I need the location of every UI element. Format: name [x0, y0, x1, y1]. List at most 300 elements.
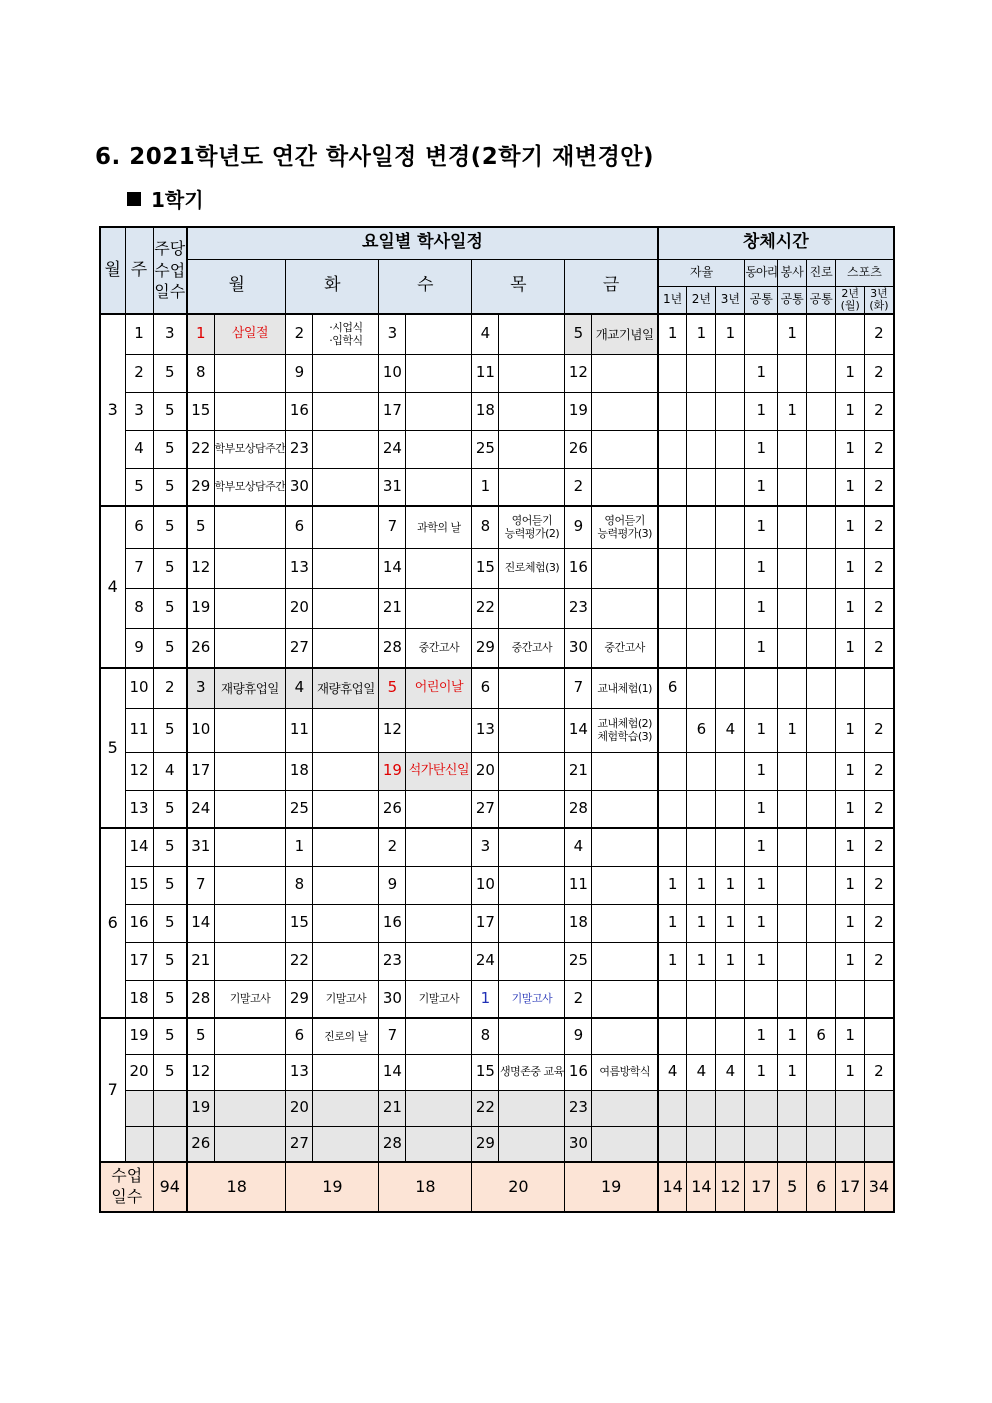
days-per-week: 5	[153, 392, 187, 430]
week-number: 11	[125, 708, 153, 752]
creative-hours	[807, 790, 836, 828]
day-event	[499, 588, 565, 628]
day-number: 29	[472, 1126, 499, 1162]
day-number: 18	[472, 392, 499, 430]
creative-hours: 1	[836, 752, 865, 790]
day-number: 28	[379, 628, 406, 668]
creative-hours: 1	[745, 866, 778, 904]
day-event	[592, 588, 658, 628]
creative-hours: 1	[778, 1018, 807, 1054]
week-row	[100, 1054, 894, 1090]
day-event: 여름방학식	[592, 1054, 658, 1090]
day-event	[499, 314, 565, 354]
day-event: 진로체험(3)	[499, 548, 565, 588]
creative-hours: 1	[658, 866, 687, 904]
day-event: 교내체험(1)	[592, 668, 658, 708]
days-per-week: 5	[153, 588, 187, 628]
creative-hours: 1	[745, 392, 778, 430]
day-event	[406, 314, 472, 354]
creative-hours: 4	[658, 1054, 687, 1090]
creative-hours: 1	[836, 1054, 865, 1090]
week-row	[100, 1126, 894, 1162]
creative-hours	[687, 790, 716, 828]
creative-hours: 1	[658, 942, 687, 980]
week-row	[100, 392, 894, 430]
creative-hours	[836, 1126, 865, 1162]
total-creative: 17	[836, 1162, 865, 1212]
creative-hours	[807, 506, 836, 548]
creative-hours	[778, 548, 807, 588]
week-row	[100, 980, 894, 1018]
creative-hours	[716, 392, 745, 430]
creative-hours: 1	[745, 1054, 778, 1090]
days-per-week	[153, 1126, 187, 1162]
creative-hours: 1	[745, 942, 778, 980]
creative-hours	[778, 980, 807, 1018]
creative-hours	[658, 1126, 687, 1162]
day-event	[214, 752, 286, 790]
day-event	[499, 354, 565, 392]
day-number: 18	[565, 904, 592, 942]
day-number: 28	[187, 980, 214, 1018]
days-per-week: 5	[153, 904, 187, 942]
total-tue: 19	[286, 1162, 379, 1212]
day-event	[214, 1018, 286, 1054]
creative-hours	[716, 354, 745, 392]
day-event	[406, 828, 472, 866]
days-per-week: 5	[153, 628, 187, 668]
week-row	[100, 548, 894, 588]
creative-hours	[658, 752, 687, 790]
day-event	[406, 392, 472, 430]
header-auto: 자율	[658, 259, 745, 286]
day-number: 20	[472, 752, 499, 790]
header-sub-2: 2년	[687, 286, 716, 314]
creative-hours: 1	[778, 1054, 807, 1090]
day-event	[592, 790, 658, 828]
creative-hours: 1	[778, 314, 807, 354]
day-event: 기말고사	[499, 980, 565, 1018]
day-event	[313, 790, 379, 828]
day-event	[214, 506, 286, 548]
total-thu: 20	[472, 1162, 565, 1212]
creative-hours: 2	[865, 790, 894, 828]
header-sub-3: 3년	[716, 286, 745, 314]
creative-hours: 1	[745, 904, 778, 942]
day-event	[313, 866, 379, 904]
day-event	[214, 790, 286, 828]
header-sub-4: 공통	[745, 286, 778, 314]
creative-hours: 1	[687, 904, 716, 942]
creative-hours	[658, 708, 687, 752]
days-per-week: 3	[153, 314, 187, 354]
week-row	[100, 752, 894, 790]
day-event	[592, 828, 658, 866]
day-event: 어린이날	[406, 668, 472, 708]
day-number: 27	[472, 790, 499, 828]
day-event	[313, 828, 379, 866]
day-event	[406, 1054, 472, 1090]
day-number: 30	[379, 980, 406, 1018]
month-cell: 4	[100, 506, 125, 668]
creative-hours	[716, 790, 745, 828]
days-per-week	[153, 1090, 187, 1126]
creative-hours: 1	[836, 628, 865, 668]
header-schedule: 요일별 학사일정	[187, 227, 658, 259]
creative-hours	[807, 392, 836, 430]
creative-hours	[687, 980, 716, 1018]
day-event	[214, 708, 286, 752]
total-creative: 17	[745, 1162, 778, 1212]
day-number: 7	[565, 668, 592, 708]
creative-hours: 1	[836, 468, 865, 506]
day-number: 2	[286, 314, 313, 354]
days-per-week: 5	[153, 354, 187, 392]
creative-hours: 2	[865, 314, 894, 354]
day-number: 23	[379, 942, 406, 980]
creative-hours: 1	[687, 866, 716, 904]
week-number	[125, 1126, 153, 1162]
day-number: 11	[565, 866, 592, 904]
day-number: 26	[187, 1126, 214, 1162]
day-event	[592, 468, 658, 506]
creative-hours: 1	[658, 314, 687, 354]
day-number: 9	[379, 866, 406, 904]
creative-hours	[865, 1126, 894, 1162]
creative-hours	[865, 980, 894, 1018]
week-number	[125, 1090, 153, 1126]
total-mon: 18	[187, 1162, 286, 1212]
week-number: 12	[125, 752, 153, 790]
creative-hours	[807, 628, 836, 668]
week-number: 5	[125, 468, 153, 506]
day-number: 2	[565, 980, 592, 1018]
creative-hours	[778, 942, 807, 980]
day-number: 4	[472, 314, 499, 354]
day-number: 22	[472, 1090, 499, 1126]
week-row	[100, 1018, 894, 1054]
creative-hours: 1	[836, 1018, 865, 1054]
day-event	[592, 1126, 658, 1162]
day-event: 학부모상담주간	[214, 430, 286, 468]
creative-hours: 2	[865, 828, 894, 866]
day-event	[499, 708, 565, 752]
creative-hours	[687, 430, 716, 468]
day-number: 1	[187, 314, 214, 354]
day-event	[499, 904, 565, 942]
square-bullet-icon	[127, 192, 141, 206]
creative-hours: 1	[836, 548, 865, 588]
days-per-week: 5	[153, 866, 187, 904]
creative-hours: 1	[745, 628, 778, 668]
day-number: 6	[286, 506, 313, 548]
creative-hours	[687, 548, 716, 588]
creative-hours: 2	[865, 942, 894, 980]
week-number: 1	[125, 314, 153, 354]
creative-hours: 2	[865, 468, 894, 506]
week-row	[100, 866, 894, 904]
day-number: 26	[565, 430, 592, 468]
creative-hours	[716, 468, 745, 506]
day-event	[313, 548, 379, 588]
creative-hours	[716, 548, 745, 588]
day-number: 10	[472, 866, 499, 904]
creative-hours: 4	[687, 1054, 716, 1090]
creative-hours: 1	[745, 468, 778, 506]
day-event: 중간고사	[499, 628, 565, 668]
week-number: 7	[125, 548, 153, 588]
creative-hours: 1	[716, 866, 745, 904]
day-event	[406, 866, 472, 904]
day-event: 기말고사	[313, 980, 379, 1018]
week-row	[100, 506, 894, 548]
creative-hours	[687, 1090, 716, 1126]
day-number: 1	[472, 980, 499, 1018]
day-event	[214, 904, 286, 942]
day-event	[214, 392, 286, 430]
day-number: 19	[379, 752, 406, 790]
week-row	[100, 430, 894, 468]
day-number: 10	[187, 708, 214, 752]
week-row	[100, 790, 894, 828]
creative-hours	[778, 752, 807, 790]
creative-hours	[745, 314, 778, 354]
day-number: 30	[286, 468, 313, 506]
creative-hours	[807, 866, 836, 904]
days-per-week: 5	[153, 1054, 187, 1090]
creative-hours	[807, 668, 836, 708]
header-sub-6: 공통	[807, 286, 836, 314]
day-event	[592, 1018, 658, 1054]
day-event	[313, 942, 379, 980]
month-cell: 5	[100, 668, 125, 828]
total-creative: 14	[658, 1162, 687, 1212]
header-career: 진로	[807, 259, 836, 286]
creative-hours	[658, 628, 687, 668]
day-event	[499, 942, 565, 980]
day-number: 7	[187, 866, 214, 904]
day-event	[313, 588, 379, 628]
day-number: 14	[565, 708, 592, 752]
day-number: 3	[472, 828, 499, 866]
day-number: 1	[472, 468, 499, 506]
creative-hours: 1	[836, 866, 865, 904]
day-number: 7	[379, 1018, 406, 1054]
day-event: 재량휴업일	[313, 668, 379, 708]
day-event: 재량휴업일	[214, 668, 286, 708]
total-days: 94	[153, 1162, 187, 1212]
creative-hours	[807, 1054, 836, 1090]
creative-hours	[716, 430, 745, 468]
day-number: 8	[472, 506, 499, 548]
day-number: 4	[286, 668, 313, 708]
day-number: 8	[187, 354, 214, 392]
creative-hours	[716, 1090, 745, 1126]
creative-hours	[658, 468, 687, 506]
header-sub-7: 2년 (월)	[836, 286, 865, 314]
header-month: 월	[100, 227, 125, 314]
total-wed: 18	[379, 1162, 472, 1212]
day-number: 21	[379, 588, 406, 628]
creative-hours	[807, 314, 836, 354]
day-event: 중간고사	[406, 628, 472, 668]
creative-hours: 1	[716, 904, 745, 942]
total-label: 수업 일수	[100, 1162, 153, 1212]
creative-hours	[807, 942, 836, 980]
day-number: 4	[565, 828, 592, 866]
day-number: 14	[379, 1054, 406, 1090]
creative-hours: 1	[836, 828, 865, 866]
day-number: 12	[187, 1054, 214, 1090]
creative-hours: 1	[836, 790, 865, 828]
day-number: 17	[472, 904, 499, 942]
day-number: 27	[286, 628, 313, 668]
day-number: 26	[187, 628, 214, 668]
header-tue: 화	[286, 259, 379, 314]
creative-hours: 1	[745, 588, 778, 628]
creative-hours	[807, 430, 836, 468]
creative-hours	[807, 588, 836, 628]
days-per-week: 5	[153, 708, 187, 752]
day-event	[499, 430, 565, 468]
days-per-week: 4	[153, 752, 187, 790]
day-number: 6	[472, 668, 499, 708]
week-row	[100, 354, 894, 392]
day-number: 30	[565, 1126, 592, 1162]
day-number: 9	[565, 506, 592, 548]
section-heading-text: 1학기	[151, 188, 204, 212]
day-number: 24	[472, 942, 499, 980]
creative-hours	[658, 430, 687, 468]
day-number: 22	[472, 588, 499, 628]
day-event: 교내체험(2) 체험학습(3)	[592, 708, 658, 752]
week-number: 8	[125, 588, 153, 628]
creative-hours	[716, 588, 745, 628]
total-creative: 5	[778, 1162, 807, 1212]
creative-hours	[778, 588, 807, 628]
day-number: 31	[379, 468, 406, 506]
creative-hours: 1	[836, 354, 865, 392]
day-number: 29	[472, 628, 499, 668]
day-number: 18	[286, 752, 313, 790]
day-event	[592, 980, 658, 1018]
creative-hours	[778, 354, 807, 392]
creative-hours: 1	[745, 430, 778, 468]
creative-hours	[687, 392, 716, 430]
days-per-week: 5	[153, 468, 187, 506]
total-creative: 6	[807, 1162, 836, 1212]
creative-hours: 1	[745, 708, 778, 752]
day-event	[313, 752, 379, 790]
week-number: 17	[125, 942, 153, 980]
day-number: 13	[286, 548, 313, 588]
day-event	[406, 468, 472, 506]
day-number: 6	[286, 1018, 313, 1054]
creative-hours	[865, 668, 894, 708]
creative-hours	[658, 1018, 687, 1054]
day-number: 23	[565, 588, 592, 628]
day-number: 13	[472, 708, 499, 752]
week-number: 19	[125, 1018, 153, 1054]
creative-hours	[745, 1126, 778, 1162]
creative-hours	[658, 548, 687, 588]
creative-hours	[745, 668, 778, 708]
creative-hours: 4	[716, 708, 745, 752]
creative-hours: 1	[745, 752, 778, 790]
creative-hours	[745, 1090, 778, 1126]
day-number: 15	[286, 904, 313, 942]
day-number: 17	[187, 752, 214, 790]
week-number: 6	[125, 506, 153, 548]
creative-hours	[807, 1126, 836, 1162]
day-event: 삼일절	[214, 314, 286, 354]
day-number: 16	[565, 1054, 592, 1090]
creative-hours	[658, 980, 687, 1018]
creative-hours	[778, 628, 807, 668]
day-number: 24	[379, 430, 406, 468]
day-event: 생명존중 교육	[499, 1054, 565, 1090]
day-event	[499, 752, 565, 790]
header-sub-8: 3년 (화)	[865, 286, 894, 314]
day-event	[406, 588, 472, 628]
creative-hours	[658, 506, 687, 548]
day-event	[313, 506, 379, 548]
creative-hours	[716, 828, 745, 866]
day-event: 기말고사	[214, 980, 286, 1018]
day-event	[406, 790, 472, 828]
creative-hours: 2	[865, 506, 894, 548]
creative-hours: 1	[836, 588, 865, 628]
creative-hours	[778, 866, 807, 904]
header-fri: 금	[565, 259, 658, 314]
creative-hours: 1	[716, 314, 745, 354]
month-cell: 6	[100, 828, 125, 1018]
creative-hours: 1	[745, 354, 778, 392]
creative-hours	[778, 828, 807, 866]
creative-hours	[687, 628, 716, 668]
day-number: 9	[286, 354, 313, 392]
day-number: 11	[472, 354, 499, 392]
day-number: 15	[187, 392, 214, 430]
creative-hours	[836, 668, 865, 708]
total-creative: 14	[687, 1162, 716, 1212]
creative-hours	[865, 1018, 894, 1054]
day-event	[214, 866, 286, 904]
creative-hours	[865, 1090, 894, 1126]
creative-hours	[658, 392, 687, 430]
creative-hours: 1	[658, 904, 687, 942]
day-event	[499, 790, 565, 828]
creative-hours: 2	[865, 548, 894, 588]
creative-hours: 6	[658, 668, 687, 708]
creative-hours: 2	[865, 904, 894, 942]
day-event	[406, 904, 472, 942]
day-event	[313, 354, 379, 392]
creative-hours	[658, 588, 687, 628]
total-fri: 19	[565, 1162, 658, 1212]
day-number: 15	[472, 1054, 499, 1090]
creative-hours	[716, 628, 745, 668]
day-number: 31	[187, 828, 214, 866]
day-number: 29	[187, 468, 214, 506]
week-row	[100, 942, 894, 980]
day-number: 12	[187, 548, 214, 588]
day-event	[499, 392, 565, 430]
creative-hours	[778, 904, 807, 942]
day-number: 16	[379, 904, 406, 942]
day-number: 23	[286, 430, 313, 468]
day-number: 10	[379, 354, 406, 392]
